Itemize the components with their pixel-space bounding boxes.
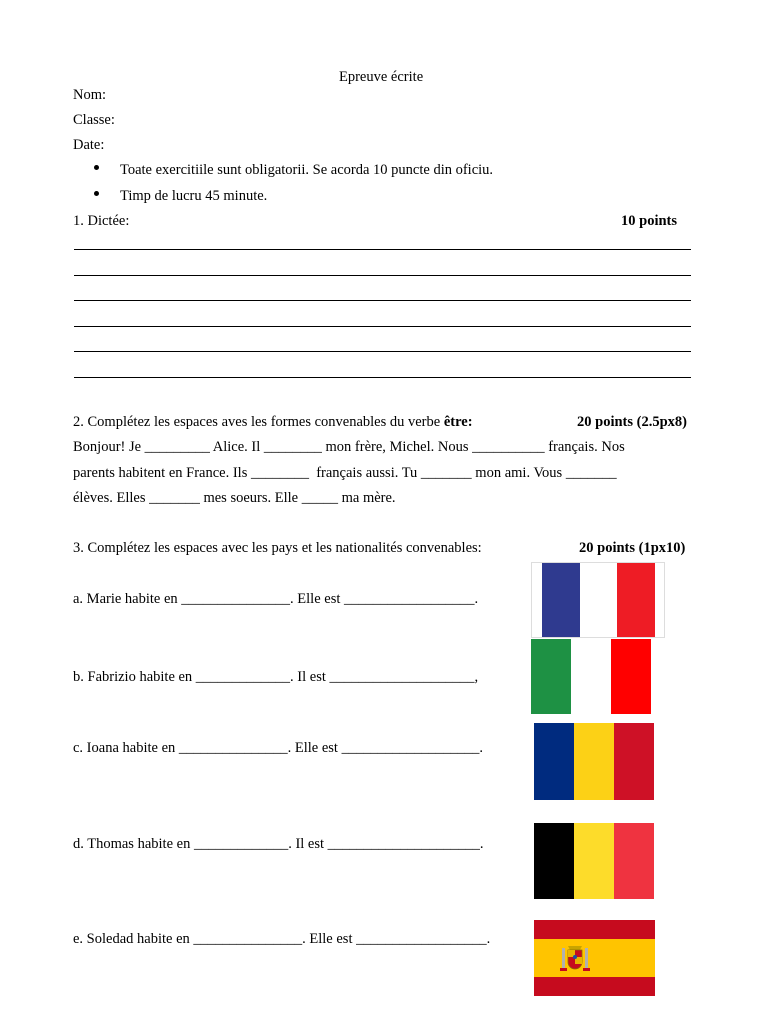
writing-line[interactable] xyxy=(74,249,691,250)
flag-stripe xyxy=(534,939,655,977)
exercise-2-line: parents habitent en France. Ils ________ français aussi. Tu _______ mon ami. Vous _______ xyxy=(73,465,617,481)
exercise-2-line: élèves. Elles _______ mes soeurs. Elle _____ ma mère. xyxy=(73,490,396,506)
coat-of-arms-icon xyxy=(560,942,590,974)
flag-stripe xyxy=(580,563,617,637)
writing-line[interactable] xyxy=(74,377,691,378)
exercise-3-item: d. Thomas habite en _____________. Il est _____________________. xyxy=(73,836,484,852)
writing-line[interactable] xyxy=(74,326,691,327)
exercise-3-item: b. Fabrizio habite en _____________. Il est ____________________, xyxy=(73,669,479,685)
romania-flag xyxy=(534,723,654,800)
bullet-icon xyxy=(94,191,99,196)
exercise-2-title xyxy=(73,413,473,431)
belgium-flag xyxy=(534,823,654,899)
flag-stripe xyxy=(574,723,614,800)
flag-stripe xyxy=(534,723,574,800)
date-label: Date: xyxy=(73,137,105,153)
flag-stripe xyxy=(534,823,574,899)
instruction-item: Timp de lucru 45 minute. xyxy=(120,188,268,204)
exercise-1-points: 10 points xyxy=(621,213,678,229)
exercise-3-item: a. Marie habite en _______________. Elle est __________________. xyxy=(73,591,479,607)
flag-stripe xyxy=(542,563,580,637)
flag-stripe xyxy=(531,639,571,714)
spain-flag xyxy=(534,920,655,996)
writing-line[interactable] xyxy=(74,351,691,352)
flag-stripe xyxy=(534,920,655,939)
flag-stripe xyxy=(534,977,655,996)
flag-stripe xyxy=(611,639,651,714)
page-title: Epreuve écrite xyxy=(339,69,424,85)
instruction-item: Toate exercitiile sunt obligatorii. Se acorda 10 puncte din oficiu. xyxy=(120,162,494,178)
exercise-2-line: Bonjour! Je _________ Alice. Il ________ mon frère, Michel. Nous __________ français. Nos xyxy=(73,439,625,455)
writing-line[interactable] xyxy=(74,300,691,301)
exercise-3-item: c. Ioana habite en _______________. Elle est ___________________. xyxy=(73,740,483,756)
france-flag xyxy=(531,562,665,638)
flag-stripe xyxy=(617,563,655,637)
flag-stripe xyxy=(614,723,654,800)
flag-stripe xyxy=(614,823,654,899)
exercise-3-item: e. Soledad habite en _______________. Elle est __________________. xyxy=(73,931,491,947)
exercise-2-points: 20 points (2.5px8) xyxy=(577,414,687,430)
writing-line[interactable] xyxy=(74,275,691,276)
flag-stripe xyxy=(571,639,611,714)
exercise-1-title: 1. Dictée: xyxy=(73,213,130,229)
exercise-2-title-verb: être: xyxy=(443,414,473,430)
exercise-3-title: 3. Complétez les espaces avec les pays et les nationalités convenables: xyxy=(73,540,482,556)
nom-label: Nom: xyxy=(73,87,107,103)
classe-label: Classe: xyxy=(73,112,115,128)
bullet-icon xyxy=(94,165,99,170)
exercise-2-title-text: 2. Complétez les espaces aves les formes convenables du verbe xyxy=(73,414,444,430)
exercise-3-points: 20 points (1px10) xyxy=(579,540,686,556)
italy-flag xyxy=(531,639,651,714)
flag-stripe xyxy=(574,823,614,899)
